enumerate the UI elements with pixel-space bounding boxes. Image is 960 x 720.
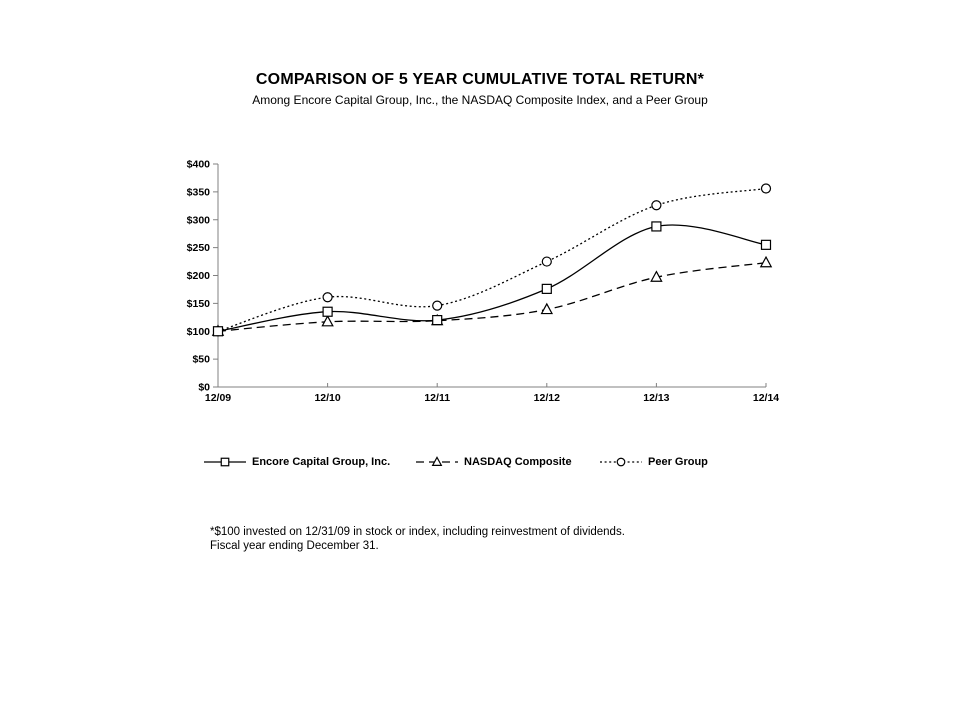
chart-legend (0, 455, 960, 475)
svg-text:12/10: 12/10 (314, 392, 341, 404)
legend-label-nasdaq: NASDAQ Composite (464, 456, 572, 468)
svg-text:$50: $50 (192, 353, 210, 366)
legend-item-encore (204, 455, 390, 469)
svg-text:12/14: 12/14 (752, 392, 780, 404)
chart-title: COMPARISON OF 5 YEAR CUMULATIVE TOTAL RETURN* (255, 71, 705, 88)
chart-subtitle: Among Encore Capital Group, Inc., the NASDAQ Composite Index, and a Peer Group (252, 93, 708, 107)
svg-text:12/11: 12/11 (424, 392, 451, 404)
svg-text:12/13: 12/13 (643, 392, 670, 404)
footnote-line-2: Fiscal year ending December 31. (210, 539, 379, 552)
chart-footnote (210, 526, 625, 554)
svg-text:$300: $300 (186, 214, 210, 227)
svg-text:$150: $150 (186, 297, 210, 310)
svg-text:$400: $400 (186, 158, 210, 171)
footnote-line-1: *$100 invested on 12/31/09 in stock or index, including reinvestment of dividends. (210, 526, 625, 538)
dotted-line-circle-marker-icon (600, 455, 642, 469)
line-chart-plot-area (150, 148, 830, 428)
dashed-line-triangle-marker-icon (416, 455, 458, 469)
legend-item-nasdaq (416, 455, 572, 469)
svg-text:$100: $100 (186, 325, 210, 338)
svg-text:12/12: 12/12 (533, 392, 560, 404)
legend-item-peer-group (600, 455, 708, 469)
solid-line-square-marker-icon (204, 455, 246, 469)
svg-text:$350: $350 (186, 186, 210, 199)
legend-label-encore: Encore Capital Group, Inc. (252, 456, 391, 468)
legend-label-peer-group: Peer Group (648, 456, 708, 468)
svg-text:12/09: 12/09 (204, 392, 232, 404)
svg-text:$250: $250 (186, 242, 210, 255)
svg-text:$0: $0 (198, 381, 210, 394)
svg-text:$200: $200 (186, 270, 210, 282)
